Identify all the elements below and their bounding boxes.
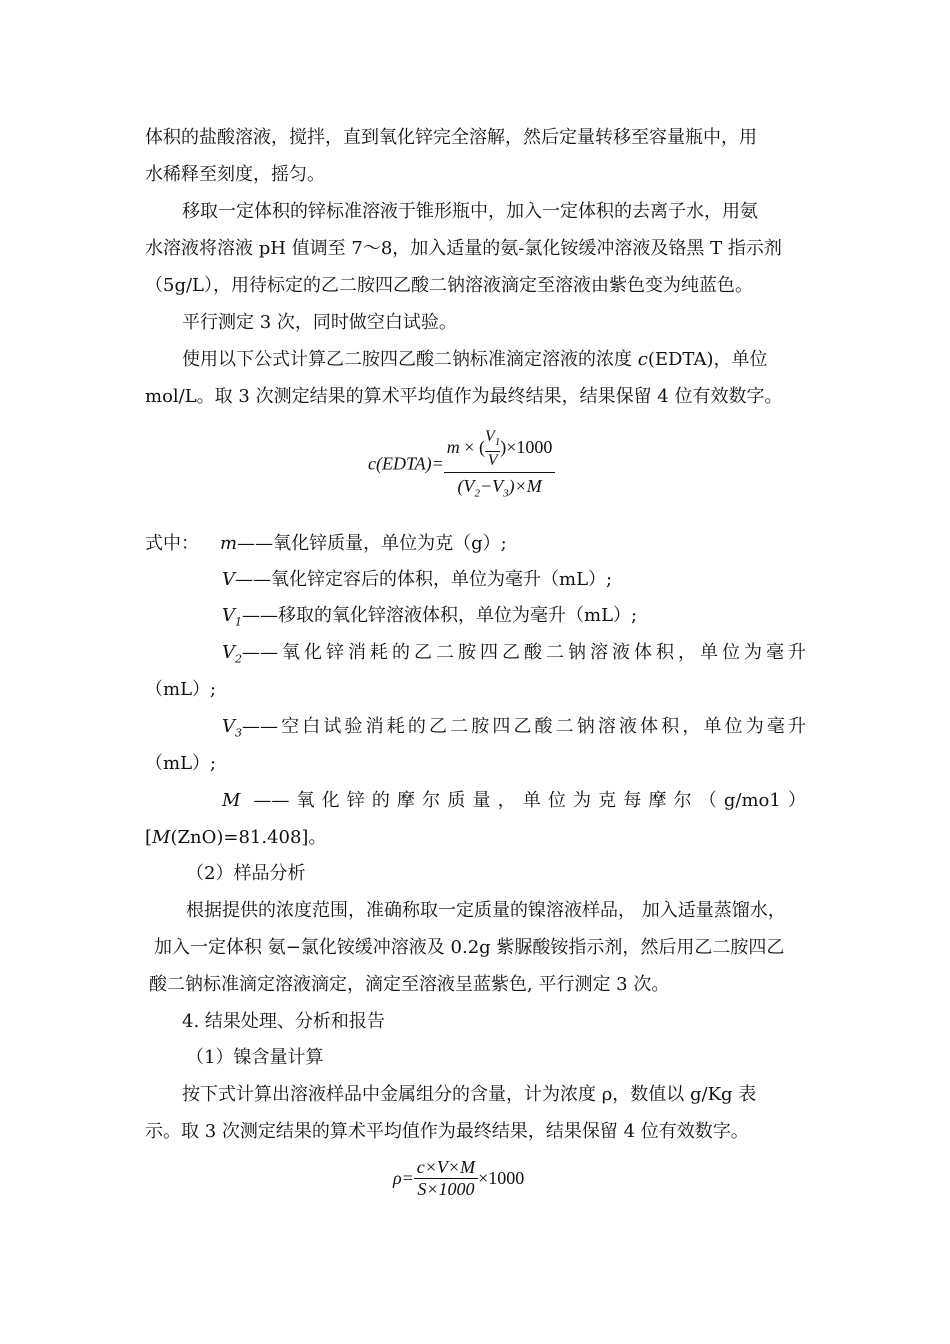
legend-M	[222, 790, 806, 812]
symbol: c	[637, 349, 648, 370]
paragraph-line: 水稀释至刻度，摇匀。	[145, 164, 325, 185]
formula-denominator: S×1000	[417, 1179, 475, 1199]
legend-label: 式中：	[145, 533, 199, 554]
legend-symbol: m	[220, 533, 238, 554]
section-heading: （2）样品分析	[186, 863, 306, 884]
inner-fraction	[485, 428, 500, 470]
formula-lhs: ρ=	[393, 1168, 414, 1188]
formula-numerator: m × ( $\frac{V_1}{V}$ )×1000	[444, 428, 556, 473]
paragraph-line	[182, 349, 862, 371]
legend-text: ——空白试验消耗的乙二胺四乙酸二钠溶液体积，单位为毫升	[242, 716, 806, 737]
legend-m	[220, 533, 900, 555]
bracket-open: [	[145, 827, 153, 848]
legend-text: ——氧化锌消耗的乙二胺四乙酸二钠溶液体积，单位为毫升	[242, 642, 806, 663]
inner-den: V	[487, 452, 498, 470]
sub-1: 1	[494, 436, 501, 449]
legend-v3-cont: （mL）;	[145, 753, 217, 774]
sym-v1: V	[484, 428, 495, 445]
paragraph-line: （5g/L），用待标定的乙二胺四乙酸二钠溶液滴定至溶液由紫色变为纯蓝色。	[145, 275, 753, 296]
legend-v	[222, 569, 902, 591]
subsection-heading: （1）镍含量计算	[186, 1047, 324, 1068]
legend-symbol: V	[222, 642, 235, 663]
legend-v3	[222, 716, 806, 745]
paragraph-line: 示。取 3 次测定结果的算术平均值作为最终结果，结果保留 4 位有效数字。	[145, 1121, 749, 1142]
sym-times: ×	[464, 437, 475, 458]
paragraph-line: 体积的盐酸溶液，搅拌，直到氧化锌完全溶解，然后定量转移至容量瓶中，用	[145, 127, 757, 148]
text: (EDTA)，单位	[647, 349, 768, 370]
paragraph-line: mol/L。取 3 次测定结果的算术平均值作为最终结果，结果保留 4 位有效数字。	[145, 386, 783, 407]
legend-text: (ZnO)=81.408]。	[170, 827, 327, 848]
legend-symbol: V	[222, 569, 235, 590]
legend-text: ——氧化锌定容后的体积，单位为毫升（mL）;	[235, 569, 613, 590]
inner-num	[485, 428, 500, 452]
sym-m: m	[446, 437, 460, 458]
legend-symbol: V	[222, 716, 235, 737]
paragraph-line: 酸二钠标准滴定溶液滴定，滴定至溶液呈蓝紫色, 平行测定 3 次。	[149, 974, 670, 995]
den-close: )×M	[508, 476, 542, 497]
formula-fraction	[414, 1157, 478, 1200]
den-open: (V	[457, 476, 475, 497]
formula-edta	[368, 428, 555, 500]
den-minus: −V	[479, 476, 504, 497]
paragraph-line: 加入一定体积 氨−氯化铵缓冲溶液及 0.2g 紫脲酸铵指示剂，然后用乙二胺四乙	[154, 937, 785, 958]
formula-tail: ×1000	[478, 1168, 525, 1188]
legend-sub: 2	[235, 652, 242, 666]
legend-v2	[222, 642, 806, 671]
paragraph-line: 平行测定 3 次，同时做空白试验。	[182, 312, 457, 333]
sub-3: 3	[503, 487, 509, 500]
formula-lhs: c(EDTA)=	[368, 453, 444, 474]
paragraph-line: 按下式计算出溶液样品中金属组分的含量，计为浓度 ρ，数值以 g/Kg 表	[182, 1084, 757, 1105]
formula-rho	[393, 1157, 524, 1200]
formula-numerator: c×V×M	[414, 1157, 478, 1179]
paragraph-line: 水溶液将溶液 pH 值调至 7～8，加入适量的氨-氯化铵缓冲溶液及铬黑 T 指示剂	[145, 238, 782, 259]
legend-symbol: M	[222, 790, 241, 811]
text: 使用以下公式计算乙二胺四乙酸二钠标准滴定溶液的浓度	[182, 349, 638, 370]
formula-denominator	[444, 473, 556, 500]
paragraph-line: 移取一定体积的锌标准溶液于锥形瓶中，加入一定体积的去离子水，用氨	[182, 201, 758, 222]
legend-text: ——氧化锌质量，单位为克（g）;	[237, 533, 507, 554]
section-heading: 4. 结果处理、分析和报告	[182, 1011, 385, 1032]
legend-sub: 3	[235, 726, 242, 740]
legend-sub: 1	[235, 615, 242, 629]
legend-symbol: M	[152, 827, 171, 848]
legend-text: ——氧化锌的摩尔质量，单位为克每摩尔（g/mo1）	[253, 790, 806, 811]
legend-text: ——移取的氧化锌溶液体积，单位为毫升（mL）;	[242, 605, 638, 626]
legend-v1	[222, 605, 902, 634]
paragraph-line: 根据提供的浓度范围，准确称取一定质量的镍溶液样品， 加入适量蒸馏水，	[186, 900, 786, 921]
sub-2: 2	[474, 487, 480, 500]
legend-M-cont	[145, 827, 825, 849]
num-tail: ×1000	[506, 437, 553, 458]
formula-fraction	[444, 428, 556, 500]
legend-v2-cont: （mL）;	[145, 679, 217, 700]
legend-symbol: V	[222, 605, 235, 626]
